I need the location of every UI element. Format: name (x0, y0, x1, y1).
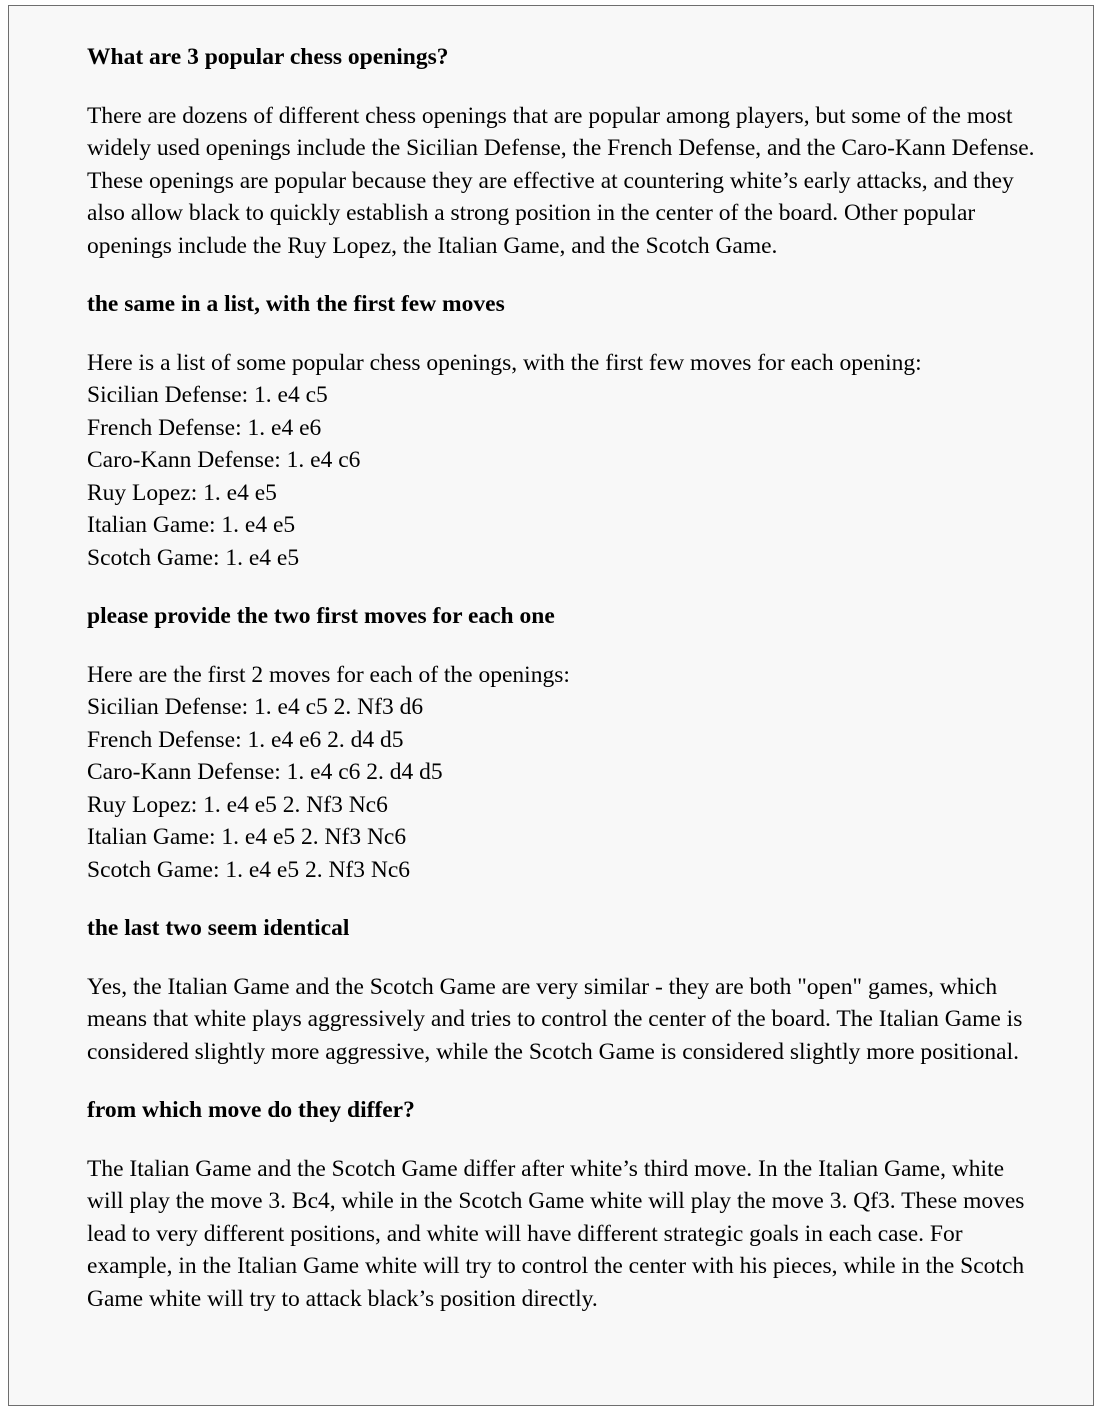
answer-line: Ruy Lopez: 1. e4 e5 (87, 479, 277, 506)
answer (87, 100, 1037, 263)
answer (87, 659, 1037, 887)
answer-line: Ruy Lopez: 1. e4 e5 2. Nf3 Nc6 (87, 791, 388, 818)
answer-line: Caro-Kann Defense: 1. e4 c6 2. d4 d5 (87, 759, 443, 785)
answer-line: Scotch Game: 1. e4 e5 (87, 544, 300, 571)
answer-line: Scotch Game: 1. e4 e5 2. Nf3 Nc6 (87, 856, 411, 883)
answer (87, 971, 1037, 1069)
conversation (87, 41, 1037, 1341)
answer-line: The Italian Game and the Scotch Game differ after white’s third move. In the Italian Game, white will play the move 3. Bc4, while in the Scotch Game white will play the move 3. Qf3. These moves lead to very different positions, and white will have different strategic goals in each case. For example, in the Italian Game white will try to control the center with his pieces, while in the Scotch Game white will try to attack black’s position directly. (87, 1155, 1025, 1312)
answer-line: French Defense: 1. e4 e6 (87, 414, 322, 441)
question: from which move do they differ? (87, 1097, 415, 1123)
qa-block (87, 912, 1037, 1068)
qa-block (87, 288, 1037, 574)
answer-line: There are dozens of different chess openings that are popular among players, but some of the most widely used openings include the Sicilian Defense, the French Defense, and the Caro-Kann Defense. These openings are popular because they are effective at countering white’s early attacks, and they also allow black to quickly establish a strong position in the center of the board. Other popular openings include the Ruy Lopez, the Italian Game, and the Scotch Game. (87, 102, 1035, 259)
document-frame (8, 5, 1094, 1406)
answer-line: Here is a list of some popular chess openings, with the first few moves for each opening: (87, 349, 922, 376)
qa-block (87, 600, 1037, 886)
answer-line: Here are the first 2 moves for each of the openings: (87, 661, 570, 688)
qa-block (87, 41, 1037, 262)
qa-block (87, 1094, 1037, 1315)
answer-line: Italian Game: 1. e4 e5 (87, 512, 296, 538)
question: the same in a list, with the first few moves (87, 291, 505, 317)
answer (87, 347, 1037, 575)
answer-line: Yes, the Italian Game and the Scotch Game are very similar - they are both "open" games, which means that white plays aggressively and tries to control the center of the board. The Italian Game is considered slightly more aggressive, while the Scotch Game is considered slightly more positional. (87, 973, 1023, 1065)
question: What are 3 popular chess openings? (87, 44, 449, 70)
question: the last two seem identical (87, 915, 350, 941)
answer (87, 1153, 1037, 1316)
answer-line: French Defense: 1. e4 e6 2. d4 d5 (87, 726, 404, 753)
question: please provide the two first moves for each one (87, 603, 555, 629)
answer-line: Sicilian Defense: 1. e4 c5 (87, 382, 328, 408)
answer-line: Caro-Kann Defense: 1. e4 c6 (87, 447, 361, 473)
answer-line: Italian Game: 1. e4 e5 2. Nf3 Nc6 (87, 824, 407, 850)
answer-line: Sicilian Defense: 1. e4 c5 2. Nf3 d6 (87, 694, 424, 720)
